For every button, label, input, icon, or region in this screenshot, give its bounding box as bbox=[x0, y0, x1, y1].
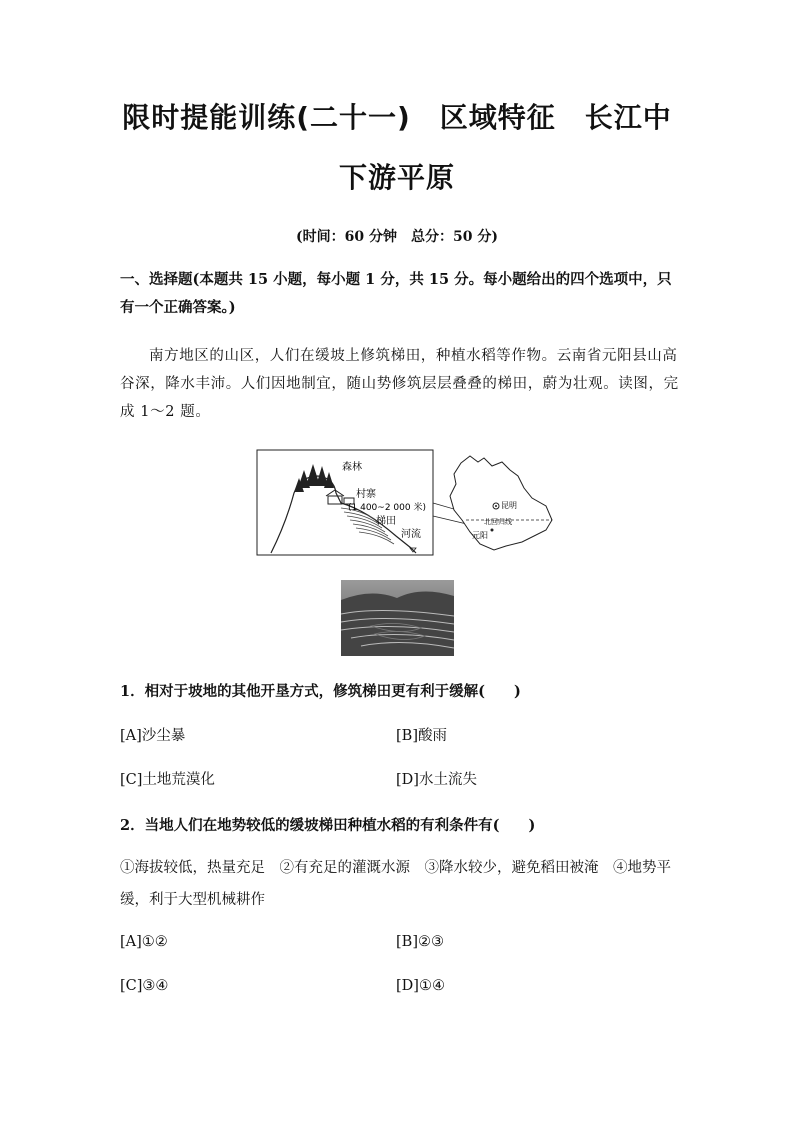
q2-option-a[interactable]: [A]①② bbox=[120, 934, 168, 950]
terrace-diagram-figure bbox=[256, 448, 556, 558]
label-forest: 森林 bbox=[342, 462, 362, 473]
label-village: 村寨 bbox=[356, 489, 376, 500]
q2-option-d[interactable]: [D]①④ bbox=[396, 978, 445, 994]
label-yuanyang: 元阳 bbox=[472, 531, 488, 540]
terrace-diagram bbox=[256, 448, 556, 558]
label-terrace: 梯田 bbox=[376, 516, 396, 527]
q2-option-b[interactable]: [B]②③ bbox=[396, 934, 444, 950]
question-2-conditions: ①海拔较低，热量充足 ②有充足的灌溉水源 ③降水较少，避免稻田被淹 ④地势平缓，利于大型机械耕作 bbox=[120, 860, 671, 908]
label-river: 河流 bbox=[401, 529, 421, 540]
section-heading: 一、选择题(本题共 15 小题，每小题 1 分，共 15 分。每小题给出的四个选项中，只有一个正确答案。) bbox=[120, 271, 672, 316]
intro-paragraph: 南方地区的山区，人们在缓坡上修筑梯田，种植水稻等作物。云南省元阳县山高谷深，降水丰沛。人们因地制宜，随山势修筑层层叠叠的梯田，蔚为壮观。读图，完成 1～2 题。 bbox=[120, 348, 679, 420]
question-1-stem: 1．相对于坡地的其他开垦方式，修筑梯田更有利于缓解( ) bbox=[120, 683, 521, 700]
page-title-line1: 限时提能训练(二十一) 区域特征 长江中 bbox=[122, 101, 672, 134]
terrace-photo-image bbox=[341, 580, 454, 656]
label-tropic: 北回归线 bbox=[484, 518, 512, 526]
q1-option-c[interactable]: [C]土地荒漠化 bbox=[120, 772, 215, 788]
time-info: (时间：60 分钟 总分：50 分) bbox=[296, 229, 498, 245]
q1-option-a[interactable]: [A]沙尘暴 bbox=[120, 728, 186, 744]
q1-option-d[interactable]: [D]水土流失 bbox=[396, 772, 477, 788]
label-elevation: (1 400~2 000 米) bbox=[348, 503, 426, 513]
yuanyang-marker-icon bbox=[491, 529, 494, 532]
q1-option-b[interactable]: [B]酸雨 bbox=[396, 728, 447, 744]
terrace-photo bbox=[341, 580, 454, 656]
q2-option-c[interactable]: [C]③④ bbox=[120, 978, 169, 994]
question-2-stem: 2．当地人们在地势较低的缓坡梯田种植水稻的有利条件有( ) bbox=[120, 817, 536, 834]
label-kunming: 昆明 bbox=[501, 501, 517, 510]
page-title-line2: 下游平原 bbox=[338, 161, 455, 194]
